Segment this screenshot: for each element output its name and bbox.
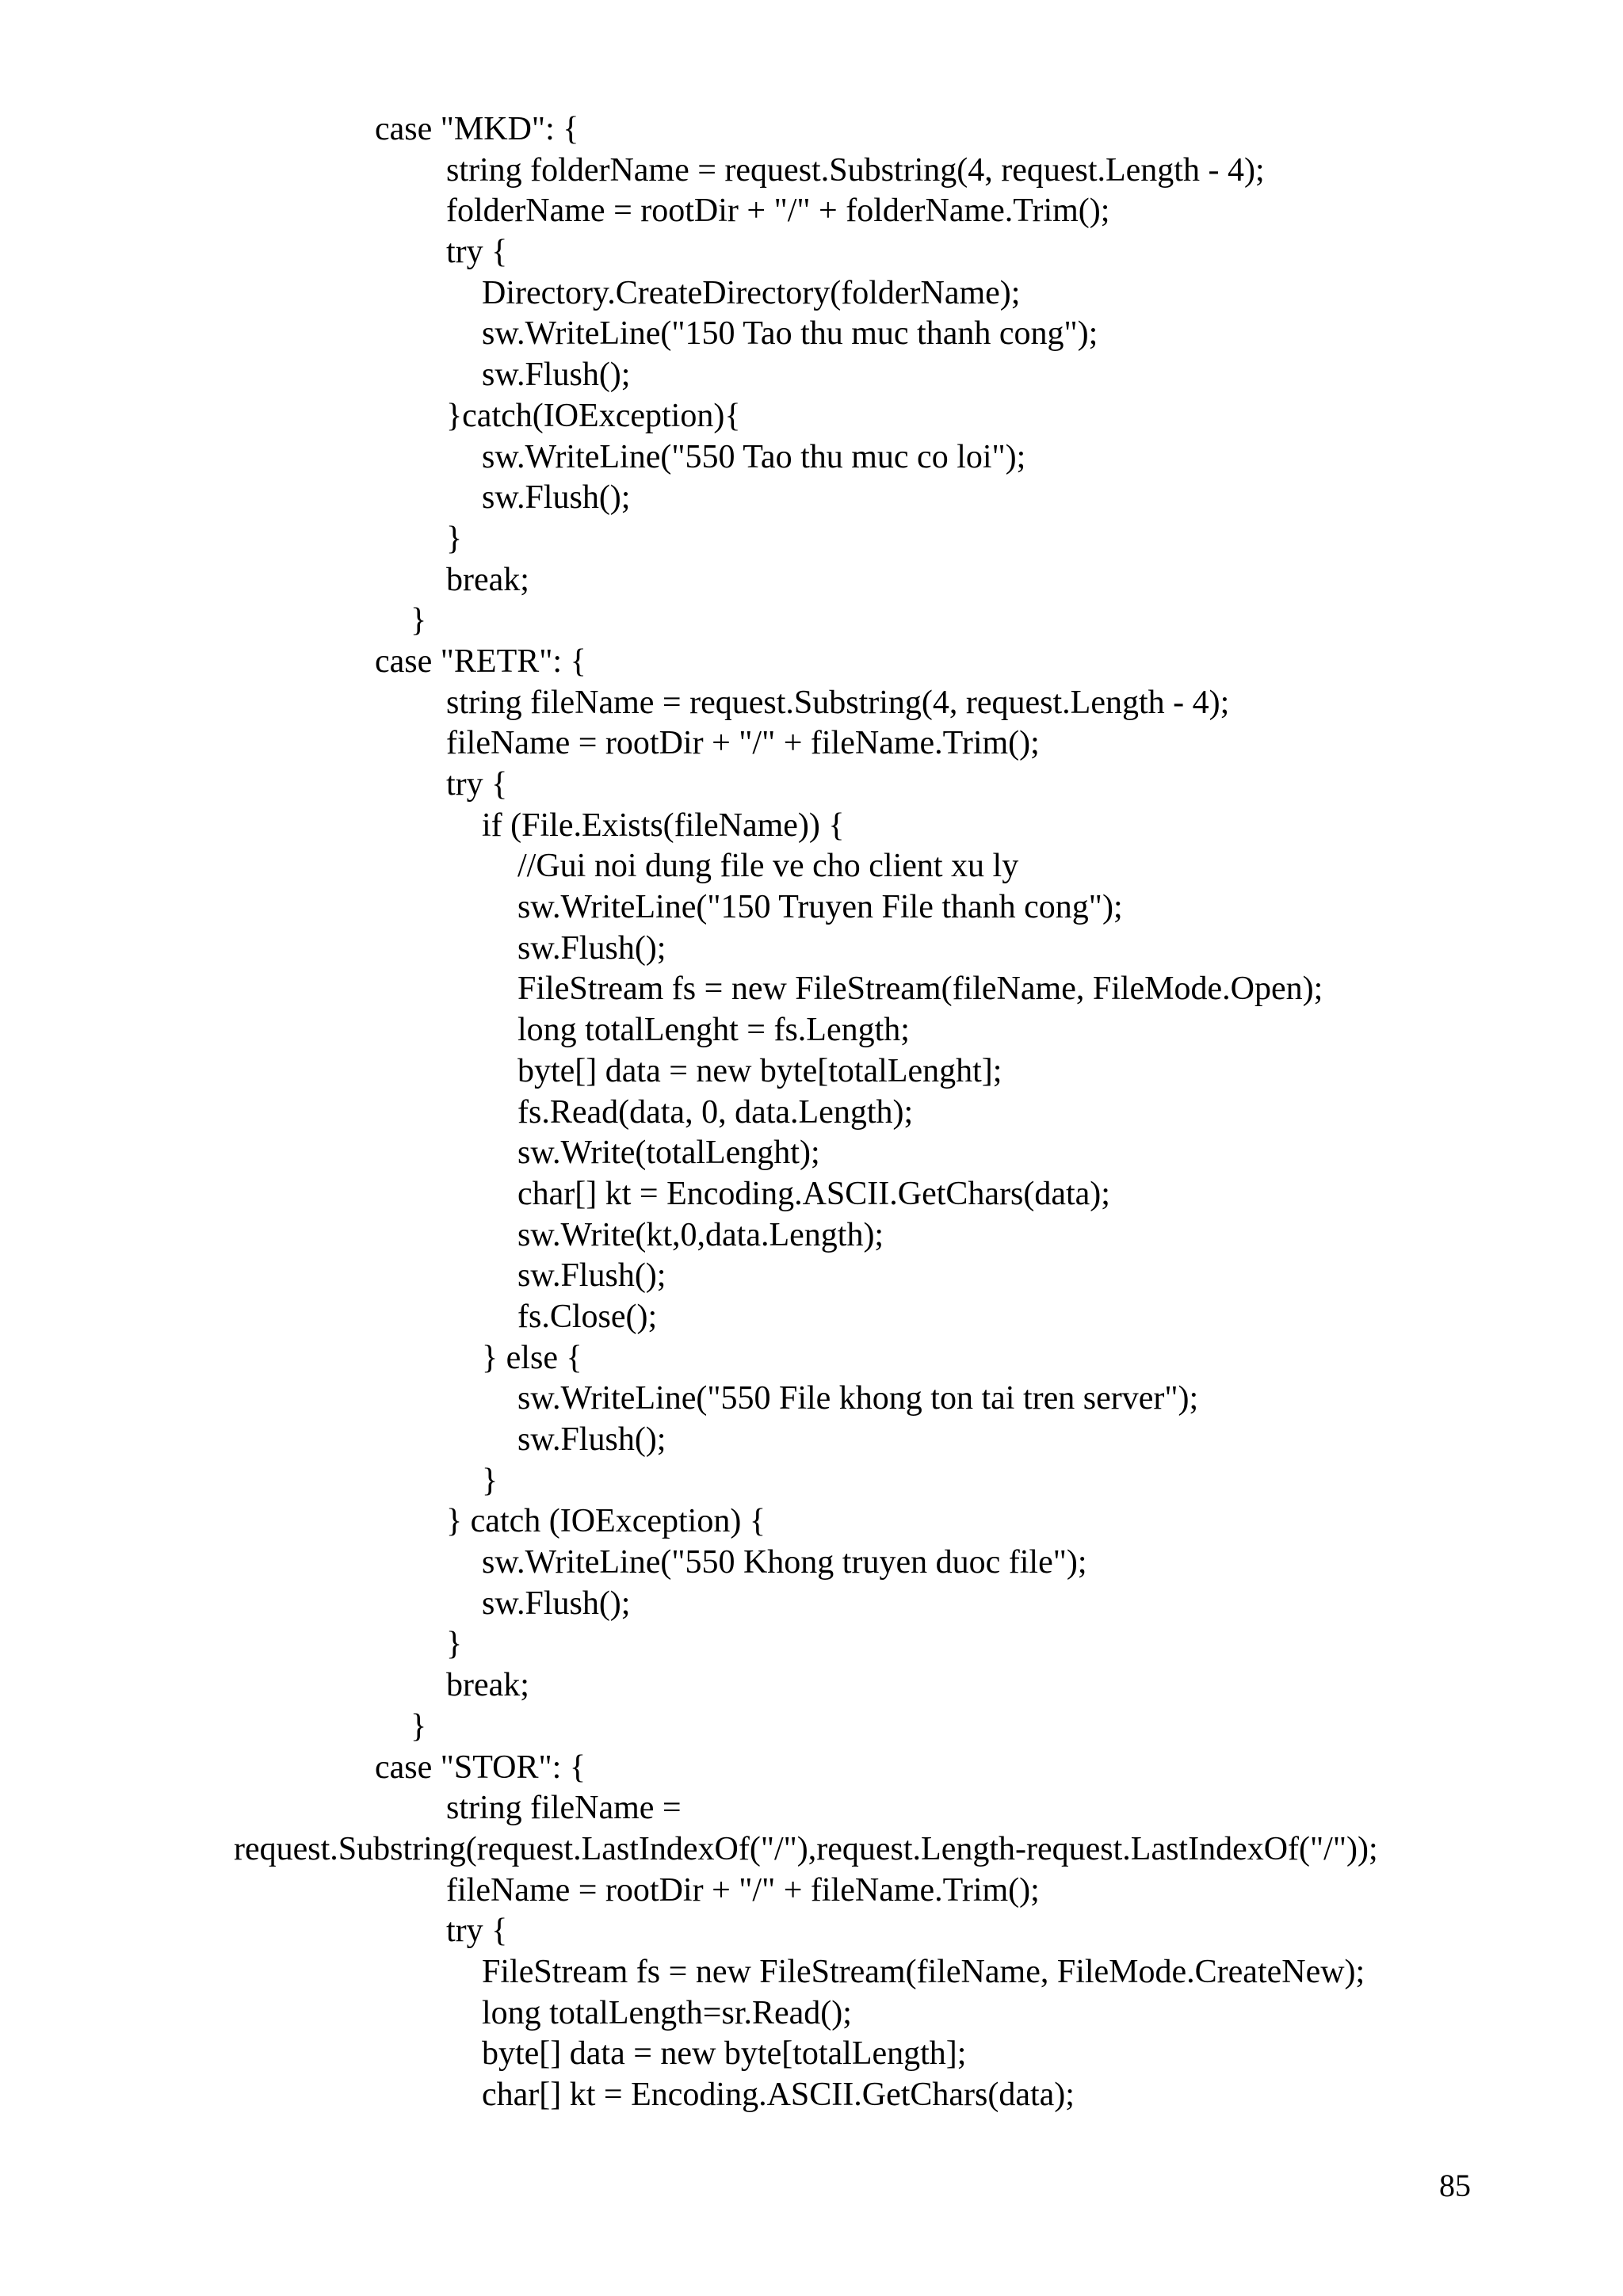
code-line-text: try { bbox=[446, 1913, 508, 1950]
code-line-text: } bbox=[446, 1626, 463, 1663]
code-line bbox=[0, 1952, 1623, 1993]
code-line-text: //Gui noi dung file ve cho client xu ly bbox=[517, 848, 1019, 885]
code-line bbox=[0, 1420, 1623, 1461]
code-line bbox=[0, 806, 1623, 847]
code-line-text: } catch (IOException) { bbox=[446, 1503, 766, 1540]
code-line-text: char[] kt = Encoding.ASCII.GetChars(data); bbox=[517, 1175, 1110, 1212]
code-line bbox=[0, 683, 1623, 724]
code-line-text: sw.Flush(); bbox=[482, 357, 631, 394]
code-listing bbox=[0, 109, 1623, 2116]
code-line bbox=[0, 1501, 1623, 1543]
code-line bbox=[0, 478, 1623, 519]
code-line-text: FileStream fs = new FileStream(fileName, FileMode.Open); bbox=[517, 971, 1323, 1008]
code-line-text: Directory.CreateDirectory(folderName); bbox=[482, 274, 1021, 311]
code-line bbox=[0, 1461, 1623, 1502]
code-line bbox=[0, 109, 1623, 151]
code-line-text: folderName = rootDir + "/" + folderName.Trim(); bbox=[446, 193, 1110, 230]
code-line-text: try { bbox=[446, 766, 508, 803]
code-line-text: sw.Flush(); bbox=[482, 1585, 631, 1622]
code-line bbox=[0, 1543, 1623, 1584]
code-line-text: } bbox=[482, 1462, 498, 1499]
code-line bbox=[0, 765, 1623, 806]
code-line-text: sw.WriteLine("550 Khong truyen duoc file"); bbox=[482, 1544, 1087, 1581]
code-line-text: sw.WriteLine("550 File khong ton tai tren server"); bbox=[517, 1380, 1199, 1417]
code-line bbox=[0, 2075, 1623, 2116]
code-line bbox=[0, 846, 1623, 887]
code-line-text: case "STOR": { bbox=[375, 1749, 586, 1786]
code-line-text: byte[] data = new byte[totalLenght]; bbox=[517, 1052, 1002, 1089]
code-line-text: fileName = rootDir + "/" + fileName.Trim(); bbox=[446, 1871, 1040, 1909]
code-line bbox=[0, 1379, 1623, 1420]
code-line-text: request.Substring(request.LastIndexOf("/"),request.Length-request.LastIndexOf("/")); bbox=[234, 1830, 1378, 1867]
code-line bbox=[0, 1133, 1623, 1174]
code-line bbox=[0, 1338, 1623, 1379]
code-line bbox=[0, 1707, 1623, 1748]
code-line bbox=[0, 1297, 1623, 1338]
code-line-text: long totalLength=sr.Read(); bbox=[482, 1994, 852, 2031]
code-line-text: if (File.Exists(fileName)) { bbox=[482, 807, 845, 844]
code-line bbox=[0, 723, 1623, 765]
code-line-text: } bbox=[411, 1707, 427, 1745]
code-line-text: break; bbox=[446, 561, 529, 598]
code-line-text: fileName = rootDir + "/" + fileName.Trim(); bbox=[446, 725, 1040, 762]
code-line-text: long totalLenght = fs.Length; bbox=[517, 1012, 910, 1049]
code-line-text: string folderName = request.Substring(4, request.Length - 4); bbox=[446, 151, 1265, 189]
code-line bbox=[0, 355, 1623, 396]
code-line bbox=[0, 642, 1623, 683]
code-line bbox=[0, 969, 1623, 1010]
code-line bbox=[0, 1093, 1623, 1134]
code-line-text: string fileName = bbox=[446, 1790, 682, 1827]
code-line bbox=[0, 396, 1623, 437]
code-line bbox=[0, 437, 1623, 479]
code-line-text: byte[] data = new byte[totalLength]; bbox=[482, 2035, 967, 2073]
code-line-text: sw.WriteLine("550 Tao thu muc co loi"); bbox=[482, 438, 1026, 475]
code-line bbox=[0, 1624, 1623, 1665]
page-number: 85 bbox=[1439, 2168, 1471, 2203]
code-line bbox=[0, 1788, 1623, 1829]
code-line bbox=[0, 1748, 1623, 1789]
code-line bbox=[0, 929, 1623, 970]
code-line-text: try { bbox=[446, 234, 508, 271]
code-line bbox=[0, 1871, 1623, 1912]
code-line bbox=[0, 519, 1623, 560]
code-line-text: sw.WriteLine("150 Tao thu muc thanh cong"); bbox=[482, 315, 1098, 353]
code-line-text: sw.Flush(); bbox=[517, 929, 666, 967]
code-line-text: sw.WriteLine("150 Truyen File thanh cong"); bbox=[517, 889, 1123, 926]
code-line-text: } else { bbox=[482, 1339, 582, 1376]
code-line bbox=[0, 1584, 1623, 1625]
code-line bbox=[0, 1911, 1623, 1952]
code-line-text: } bbox=[446, 520, 463, 557]
code-line-text: sw.Write(kt,0,data.Length); bbox=[517, 1216, 884, 1253]
code-line-text: fs.Read(data, 0, data.Length); bbox=[517, 1093, 914, 1131]
code-line-text: }catch(IOException){ bbox=[446, 397, 741, 434]
code-line-text: } bbox=[411, 602, 427, 639]
code-line bbox=[0, 273, 1623, 315]
code-line-text: case "MKD": { bbox=[375, 111, 579, 147]
code-line bbox=[0, 232, 1623, 273]
code-line bbox=[0, 1174, 1623, 1215]
code-line bbox=[0, 1051, 1623, 1093]
code-line bbox=[0, 601, 1623, 642]
code-line bbox=[0, 314, 1623, 355]
code-line bbox=[0, 1665, 1623, 1707]
code-line-text: case "RETR": { bbox=[375, 643, 586, 680]
code-line bbox=[0, 1256, 1623, 1297]
code-line-text: sw.Flush(); bbox=[517, 1421, 666, 1458]
code-line bbox=[0, 1829, 1623, 1871]
code-line bbox=[0, 887, 1623, 929]
code-line-text: FileStream fs = new FileStream(fileName, FileMode.CreateNew); bbox=[482, 1953, 1365, 1990]
code-line bbox=[0, 151, 1623, 192]
code-line bbox=[0, 1215, 1623, 1257]
code-line bbox=[0, 560, 1623, 601]
code-line bbox=[0, 1993, 1623, 2035]
code-line bbox=[0, 191, 1623, 232]
code-line-text: string fileName = request.Substring(4, request.Length - 4); bbox=[446, 684, 1230, 721]
code-line-text: sw.Flush(); bbox=[482, 479, 631, 517]
code-line-text: break; bbox=[446, 1667, 529, 1704]
code-line bbox=[0, 1010, 1623, 1051]
code-line bbox=[0, 2034, 1623, 2075]
code-line-text: char[] kt = Encoding.ASCII.GetChars(data); bbox=[482, 2077, 1075, 2113]
code-line-text: sw.Flush(); bbox=[517, 1257, 666, 1295]
code-line-text: fs.Close(); bbox=[517, 1298, 658, 1335]
code-line-text: sw.Write(totalLenght); bbox=[517, 1135, 820, 1172]
